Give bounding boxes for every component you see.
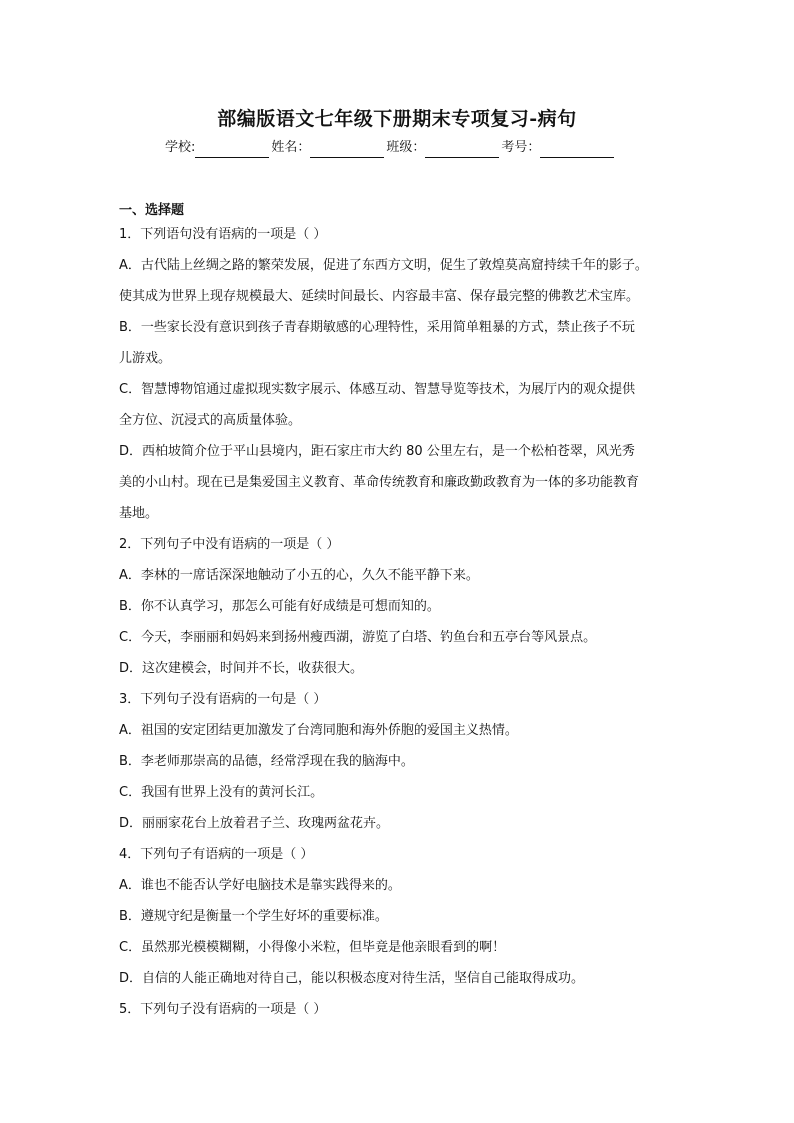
question-line: 4．下列句子有语病的一项是（ ）	[119, 847, 314, 862]
option-line: 美的小山村。现在已是集爱国主义教育、革命传统教育和廉政勤政教育为一体的多功能教育	[119, 475, 640, 490]
option-line: A．祖国的安定团结更加激发了台湾同胞和海外侨胞的爱国主义热情。	[119, 723, 518, 738]
exam-no-field	[501, 138, 616, 158]
option-line: 使其成为世界上现存规模最大、延续时间最长、内容最丰富、保存最完整的佛教艺术宝库。	[119, 289, 640, 304]
class-label: 班级：	[386, 140, 426, 155]
option-line: 全方位、沉浸式的高质量体验。	[119, 413, 302, 428]
name-blank[interactable]	[310, 142, 384, 158]
exam-no-label: 考号：	[501, 140, 541, 155]
name-label: 姓名：	[271, 140, 311, 155]
option-line: 基地。	[119, 506, 159, 521]
option-line: C．今天，李丽丽和妈妈来到扬州瘦西湖，游览了白塔、钓鱼台和五亭台等风景点。	[119, 630, 597, 645]
question-line: 5．下列句子没有语病的一项是（ ）	[119, 1002, 327, 1017]
option-line: C．智慧博物馆通过虚拟现实数字展示、体感互动、智慧导览等技术，为展厅内的观众提供	[119, 382, 636, 397]
class-field	[386, 138, 501, 158]
option-line: D．西柏坡简介位于平山县境内，距石家庄市大约 80 公里左右，是一个松柏苍翠，风光秀	[119, 444, 635, 459]
option-line: C．虽然那光模模糊糊，小得像小米粒，但毕竟是他亲眼看到的啊！	[119, 940, 506, 955]
option-line: B．你不认真学习，那怎么可能有好成绩是可想而知的。	[119, 599, 440, 614]
school-label: 学校:	[165, 140, 196, 155]
option-line: A．谁也不能否认学好电脑技术是靠实践得来的。	[119, 878, 401, 893]
question-content	[119, 200, 681, 1030]
school-blank[interactable]	[195, 142, 269, 158]
option-line: D．自信的人能正确地对待自己，能以积极态度对待生活，坚信自己能取得成功。	[119, 971, 585, 986]
option-line: A．李林的一席话深深地触动了小五的心，久久不能平静下来。	[119, 568, 479, 583]
option-line: 儿游戏。	[119, 351, 172, 366]
option-line: B．李老师那崇高的品德，经常浮现在我的脑海中。	[119, 754, 414, 769]
page-title: 部编版语文七年级下册期末专项复习-病句	[217, 108, 577, 130]
option-line: C．我国有世界上没有的黄河长江。	[119, 785, 324, 800]
option-line: D．这次建模会，时间并不长，收获很大。	[119, 661, 364, 676]
section-heading: 一、选择题	[119, 203, 185, 218]
option-line: B．一些家长没有意识到孩子青春期敏感的心理特性，采用简单粗暴的方式，禁止孩子不玩	[119, 320, 635, 335]
class-blank[interactable]	[425, 142, 499, 158]
question-line: 1．下列语句没有语病的一项是（ ）	[119, 227, 327, 242]
question-line: 2．下列句子中没有语病的一项是（ ）	[119, 537, 340, 552]
school-field	[165, 138, 271, 158]
option-line: B．遵规守纪是衡量一个学生好坏的重要标准。	[119, 909, 388, 924]
student-info-line	[165, 138, 616, 158]
exam-no-blank[interactable]	[540, 142, 614, 158]
option-line: A．古代陆上丝绸之路的繁荣发展，促进了东西方文明，促生了敦煌莫高窟持续千年的影子。	[119, 258, 648, 273]
question-line: 3．下列句子没有语病的一句是（ ）	[119, 692, 327, 707]
name-field	[271, 138, 386, 158]
option-line: D．丽丽家花台上放着君子兰、玫瑰两盆花卉。	[119, 816, 390, 831]
